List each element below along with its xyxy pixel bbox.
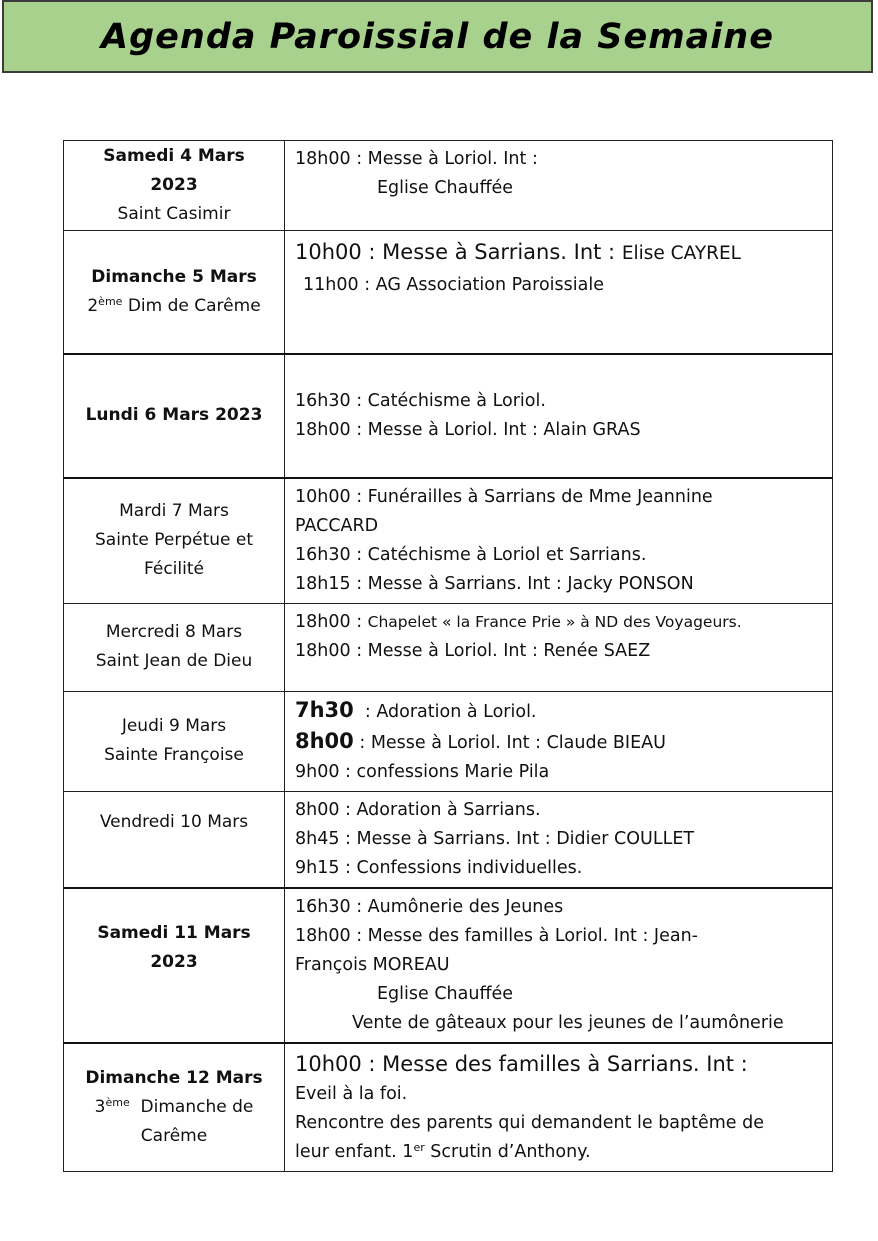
day-label: Samedi 4 Mars xyxy=(103,146,245,166)
day-feast xyxy=(64,1093,284,1122)
day-cell xyxy=(64,354,285,478)
agenda-table xyxy=(63,140,833,1172)
day-feast xyxy=(64,292,284,321)
events-cell xyxy=(285,691,833,791)
events-cell xyxy=(285,888,833,1043)
event-line xyxy=(295,727,822,758)
day-label: Vendredi 10 Mars xyxy=(99,811,249,832)
event-text: leur enfant. 1 xyxy=(295,1141,414,1162)
table-row xyxy=(64,478,833,604)
event-line xyxy=(295,696,822,727)
event-line: PACCARD xyxy=(295,515,379,536)
event-text: : Adoration à Loriol. xyxy=(353,701,537,722)
day-year: 2023 xyxy=(150,951,198,972)
day-label: Jeudi 9 Mars xyxy=(121,716,227,736)
day-saint: Sainte Françoise xyxy=(104,745,244,765)
table-row xyxy=(64,231,833,354)
feast-text: Carême xyxy=(140,1125,208,1146)
feast-text: Dim de Carême xyxy=(122,295,261,316)
event-line: 18h00 : Messe à Loriol. Int : Alain GRAS xyxy=(295,419,641,440)
event-line: 16h30 : Aumônerie des Jeunes xyxy=(295,896,564,917)
event-line: 8h45 : Messe à Sarrians. Int : Didier COULLET xyxy=(295,828,695,849)
day-label: Lundi 6 Mars 2023 xyxy=(85,405,263,425)
day-cell xyxy=(64,141,285,231)
table-row xyxy=(64,791,833,888)
event-line: 18h00 : Messe à Loriol. Int : xyxy=(295,149,538,169)
event-line xyxy=(295,235,822,271)
event-sup: er xyxy=(413,1140,425,1154)
day-cell xyxy=(64,888,285,1043)
events-cell xyxy=(285,478,833,604)
day-saint: Fécilité xyxy=(144,559,204,579)
feast-number: 3 xyxy=(94,1096,106,1117)
event-text: 10h00 : Messe à Sarrians. Int : xyxy=(295,240,622,264)
event-line: Rencontre des parents qui demandent le baptême de xyxy=(295,1112,765,1133)
event-line: Eveil à la foi. xyxy=(295,1083,408,1104)
title-banner xyxy=(2,0,873,73)
event-line xyxy=(295,1138,822,1167)
event-line: 9h15 : Confessions individuelles. xyxy=(295,857,583,878)
event-line: Vente de gâteaux pour les jeunes de l’aumônerie xyxy=(352,1012,784,1033)
feast-number: 2 xyxy=(87,295,99,316)
day-cell xyxy=(64,1043,285,1172)
day-cell xyxy=(64,603,285,691)
events-cell xyxy=(285,141,833,231)
events-cell xyxy=(285,354,833,478)
event-line xyxy=(295,608,822,637)
day-cell xyxy=(64,231,285,354)
feast-text: Dimanche de xyxy=(129,1096,254,1117)
day-saint: Sainte Perpétue et xyxy=(94,530,253,550)
day-saint: Saint Casimir xyxy=(117,204,231,224)
day-cell xyxy=(64,691,285,791)
event-time: 7h30 xyxy=(295,697,354,722)
day-label: Dimanche 5 Mars xyxy=(91,266,257,287)
table-row xyxy=(64,603,833,691)
event-text: Scrutin d’Anthony. xyxy=(424,1141,591,1162)
event-text: Chapelet « la France Prie » à ND des Voyageurs. xyxy=(367,612,742,631)
event-line: 9h00 : confessions Marie Pila xyxy=(295,761,550,782)
day-label: Samedi 11 Mars xyxy=(97,922,251,943)
events-cell xyxy=(285,1043,833,1172)
event-line: 16h30 : Catéchisme à Loriol. xyxy=(295,390,546,411)
event-text: : Messe à Loriol. Int : Claude BIEAU xyxy=(353,732,666,753)
event-time: 18h00 : xyxy=(295,611,368,632)
table-row xyxy=(64,1043,833,1172)
event-line: 11h00 : AG Association Paroissiale xyxy=(303,275,604,295)
events-cell xyxy=(285,231,833,354)
day-year: 2023 xyxy=(150,175,198,195)
event-line: 16h30 : Catéchisme à Loriol et Sarrians. xyxy=(295,544,647,565)
page-title: Agenda Paroissial de la Semaine xyxy=(101,17,774,57)
event-line: 18h00 : Messe à Loriol. Int : Renée SAEZ xyxy=(295,640,651,661)
event-line: Eglise Chauffée xyxy=(377,983,514,1004)
day-cell xyxy=(64,791,285,888)
event-line: 8h00 : Adoration à Sarrians. xyxy=(295,799,541,820)
day-label: Dimanche 12 Mars xyxy=(85,1067,263,1088)
event-time: 8h00 xyxy=(295,728,354,753)
day-cell xyxy=(64,478,285,604)
event-line: 10h00 : Messe des familles à Sarrians. Int : xyxy=(295,1051,748,1076)
event-line: 18h00 : Messe des familles à Loriol. Int : Jean- xyxy=(295,925,698,946)
table-row xyxy=(64,691,833,791)
events-cell xyxy=(285,603,833,691)
feast-sup: ème xyxy=(105,1095,130,1109)
events-cell xyxy=(285,791,833,888)
day-label: Mardi 7 Mars xyxy=(119,501,229,521)
table-row xyxy=(64,141,833,231)
feast-sup: ème xyxy=(98,294,123,308)
event-line: 10h00 : Funérailles à Sarrians de Mme Jeannine xyxy=(295,486,713,507)
table-row xyxy=(64,354,833,478)
event-line: 18h15 : Messe à Sarrians. Int : Jacky PONSON xyxy=(295,573,694,594)
event-name: Elise CAYREL xyxy=(621,243,741,264)
day-saint: Saint Jean de Dieu xyxy=(95,651,253,671)
day-label: Mercredi 8 Mars xyxy=(105,622,243,642)
table-row xyxy=(64,888,833,1043)
event-line: François MOREAU xyxy=(295,954,450,975)
event-line: Eglise Chauffée xyxy=(377,178,514,198)
